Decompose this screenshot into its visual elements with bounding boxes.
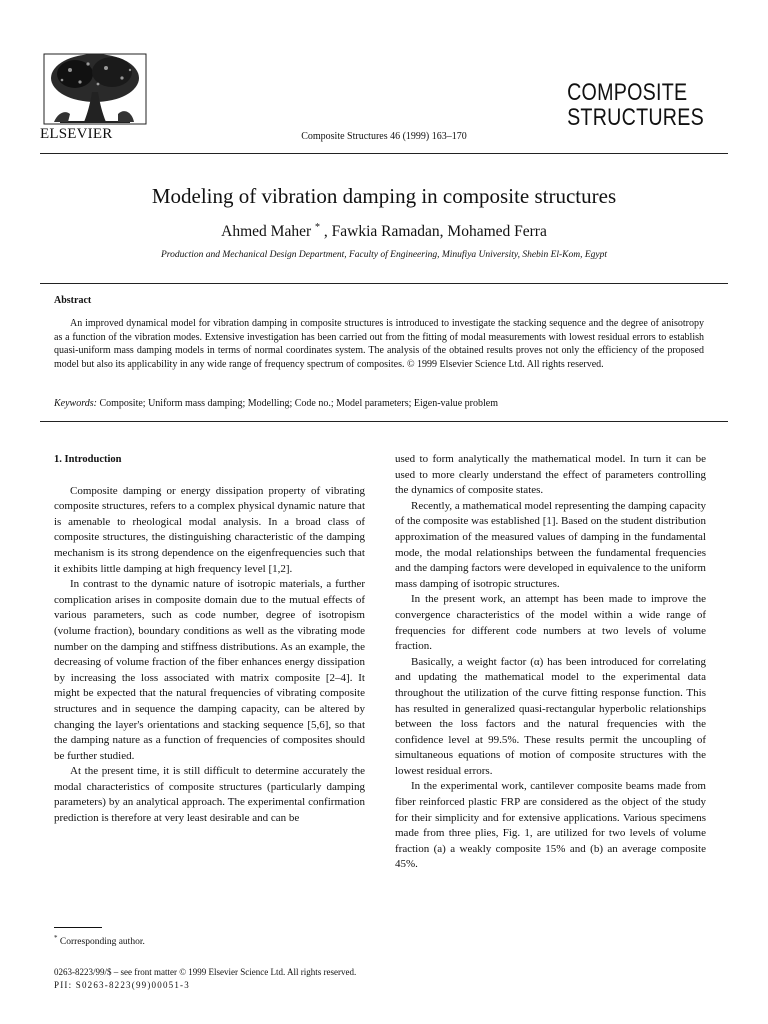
header-rule [40,153,728,154]
journal-citation: Composite Structures 46 (1999) 163–170 [301,131,467,142]
keywords-list: Composite; Uniform mass damping; Modelling; Code no.; Model parameters; Eigen-value problem [96,398,499,409]
publisher-name: ELSEVIER [40,126,113,142]
article-title: Modeling of vibration damping in composite structures [151,184,617,208]
copyright-line: 0263-8223/99/$ – see front matter © 1999 Elsevier Science Ltd. All rights reserved. [54,967,357,977]
journal-title-line2: STRUCTURES [567,104,704,131]
author-first: Ahmed Maher [221,223,312,241]
paragraph: Composite damping or energy dissipation property of vibrating composite structures, refers to a complex physical dynamic nature that is amenable to rheological modal analysis. In a broad class of composite structures, the distinguishing characteristic of the damping mechanism is its strong dependence on the eigenfrequencies such that it exhibits little damping at high frequency level [1,2]. [54,484,365,575]
keywords [54,398,498,409]
paragraph: In the present work, an attempt has been made to improve the convergence characteristics of the model within a wide range of frequencies for different code numbers at two levels of volume fraction. [395,593,706,653]
author-rest: , Fawkia Ramadan, Mohamed Ferra [323,223,547,241]
section-heading: 1. Introduction [54,454,122,465]
pii-line: PII: S0263-8223(99)00051-3 [54,980,190,990]
author-list [0,222,768,241]
abstract-top-rule [40,283,728,284]
abstract-bottom-rule [40,421,728,422]
right-column [395,452,706,873]
paragraph: In contrast to the dynamic nature of isotropic materials, a further complication arises in composite domain due to the mutual effects of various parameters, such as code number, degree of isotropism (volume fraction), boundary conditions as well as the vibrating mode number on the damping and stiffness distributions. As an example, the decreasing of volume fraction of the fiber enhances energy dissipation by increasing the loss associated with matrix composite [2–4]. It might be expected that the natural frequencies of vibrating composite structures and in sequence the damping capacity, can be altered by changing the layer's orientations and stacking sequence [5,6], so that the damping nature as a function of frequencies of composites should be further studied. [54,578,365,762]
paragraph: At the present time, it is still difficult to determine accurately the modal characteristics of composite structures (particularly damping parameters) by an analytical approach. The experimental confirmation prediction is therefore at very least desirable and can be [54,765,365,825]
keywords-label: Keywords: [54,398,97,409]
paragraph: Recently, a mathematical model representing the damping capacity of the composite was established [1]. Based on the student distribution approximation of the measured values of damping in the fundamental mode, the modal relationships between the fundamental frequencies and the damping factors were developed in equivalence to the uniform mass damping of isotropic structures. [395,499,706,590]
journal-title [567,80,704,130]
paragraph: Basically, a weight factor (α) has been introduced for correlating and updating the mathematical model to the experimental data throughout the utilization of the curve fitting response function. This has resulted in generalized quasi-rectangular hyperbolic relationships between the loss factors and the natural frequencies with the confidence level at 99.5%. These results permit the uncoupling of simultaneous equations of motion of composite structures with the lowest residual errors. [395,655,706,777]
abstract-text: An improved dynamical model for vibration damping in composite structures is introduced to investigate the stacking sequence and the degree of anisotropy as a function of the vibration modes. Extensive investigation has been carried out from the fitting of modal measurements with lowest residual errors to establish quasi-uniform mass damping models in terms of normal coordinates system. The analysis of the obtained results proves not only the efficiency of the proposed model but also its applicability in any wide range of frequency spectrum of composites. © 1999 Elsevier Science Ltd. All rights reserved. [54,318,704,370]
footnote-rule [54,927,102,928]
corresponding-author-mark[interactable]: * [315,222,320,233]
abstract-heading: Abstract [54,295,92,306]
paragraph: In the experimental work, cantilever composite beams made from fiber reinforced plastic FRP are considered as the object of the study for their simplicity and for extensive applications. Various specimens made from three plies, Fig. 1, are utilized for two levels of volume fraction (a) a weakly composite 15% and (b) an average composite 45%. [395,780,706,871]
paragraph: used to form analytically the mathematical model. In turn it can be used to more clearly understand the effect of parameters controlling the dynamics of composite states. [395,453,706,497]
affiliation: Production and Mechanical Design Department, Faculty of Engineering, Minufiya University, Shebin El-Kom, Egypt [160,250,608,260]
footnote-text: Corresponding author. [57,937,145,948]
left-column [54,452,365,827]
footnote-mark: * [54,934,58,942]
journal-title-line1: COMPOSITE [567,79,688,106]
footnote [54,934,145,947]
